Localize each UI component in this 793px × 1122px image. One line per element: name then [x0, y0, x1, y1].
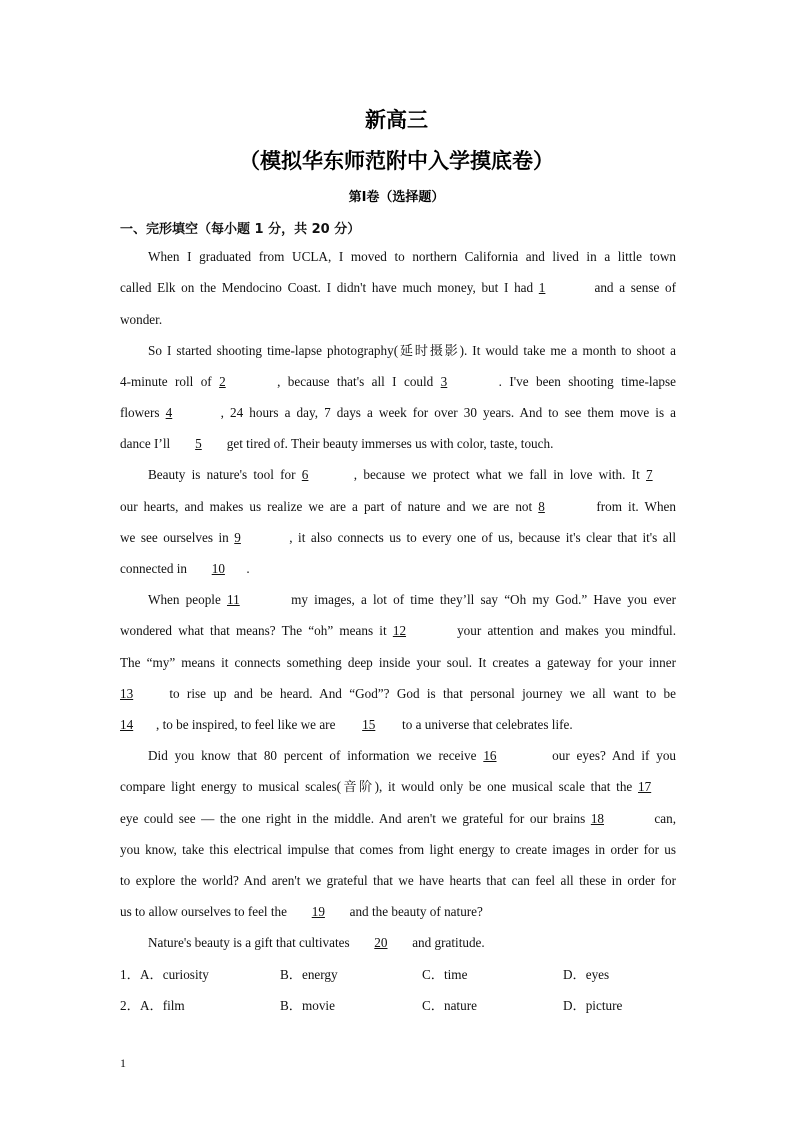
blank-19: 19 [311, 904, 325, 919]
passage-line: to explore the world? And aren't we grateful that we have hearts that can feel all these in order for [120, 873, 676, 888]
blank-3: 3 [440, 374, 448, 389]
passage-line: wondered what that means? The “oh” means it 12 your attention and makes you mindful. [120, 623, 677, 638]
blank-7: 7 [646, 467, 653, 482]
passage-line: 4-minute roll of 2 , because that's all I could 3 . I've been shooting time-lapse [120, 374, 677, 389]
page-subtitle: （模拟华东师范附中入学摸底卷） [239, 149, 554, 173]
passage-line: connected in 10 . [120, 561, 250, 576]
option-a[interactable]: A．film [140, 998, 185, 1013]
blank-8: 8 [538, 499, 545, 514]
blank-5: 5 [195, 436, 202, 451]
passage-line: So I started shooting time-lapse photography(延时摄影). It would take me a month to shoot a [148, 343, 676, 358]
passage-line: called Elk on the Mendocino Coast. I didn't have much money, but I had 1 and a sense of [120, 280, 676, 295]
page-title: 新高三 [365, 108, 428, 132]
option-d[interactable]: D．eyes [563, 967, 610, 982]
passage-line: wonder. [120, 312, 163, 327]
passage-line: 14 , to be inspired, to feel like we are 15 to a universe that celebrates life. [120, 717, 573, 732]
passage-line: Nature's beauty is a gift that cultivates 20 and gratitude. [148, 935, 485, 950]
passage-line: When I graduated from UCLA, I moved to northern California and lived in a little town [148, 249, 676, 264]
blank-20: 20 [374, 935, 388, 950]
blank-6: 6 [301, 467, 309, 482]
option-d[interactable]: D．picture [563, 998, 623, 1013]
section-heading: 一、完形填空（每小题 1 分，共 20 分） [120, 222, 361, 237]
option-b[interactable]: B．energy [280, 967, 338, 982]
blank-11: 11 [226, 592, 240, 607]
blank-12: 12 [392, 623, 407, 638]
question-number: 2． [120, 998, 140, 1013]
passage-line: us to allow ourselves to feel the 19 and the beauty of nature? [120, 904, 483, 919]
blank-1: 1 [538, 280, 546, 295]
blank-17: 17 [638, 779, 652, 794]
blank-14: 14 [120, 717, 134, 732]
passage-line: we see ourselves in 9 , it also connects us to every one of us, because it's clear that it's all [120, 530, 676, 545]
blank-10: 10 [211, 561, 225, 576]
passage-line: The “my” means it connects something deep inside your soul. It creates a gateway for your inner [120, 655, 676, 670]
passage-line: When people 11 my images, a lot of time they’ll say “Oh my God.” Have you ever [148, 592, 677, 607]
passage-line: flowers 4 , 24 hours a day, 7 days a week for over 30 years. And to see them move is a [120, 405, 676, 420]
passage-line: dance I’ll 5 get tired of. Their beauty immerses us with color, taste, touch. [120, 436, 554, 451]
blank-15: 15 [362, 717, 376, 732]
passage-line: Beauty is nature's tool for 6 , because we protect what we fall in love with. It 7 [120, 466, 676, 484]
passage-line: you know, take this electrical impulse that comes from light energy to create images in order for us [120, 842, 676, 857]
option-c[interactable]: C．nature [422, 998, 477, 1013]
option-b[interactable]: B．movie [280, 998, 335, 1013]
question-number: 1． [120, 967, 140, 982]
volume-heading: 第Ⅰ卷（选择题） [348, 190, 445, 205]
blank-4: 4 [165, 405, 173, 420]
blank-18: 18 [590, 811, 605, 826]
passage-line: eye could see — the one right in the middle. And aren't we grateful for our brains 18 can, [120, 811, 676, 826]
blank-9: 9 [234, 530, 241, 545]
passage-line: compare light energy to musical scales(音阶), it would only be one musical scale that the 17 [120, 778, 676, 796]
blank-13: 13 [120, 686, 134, 701]
page-number: 1 [120, 1056, 126, 1070]
blank-2: 2 [219, 374, 226, 389]
option-c[interactable]: C．time [422, 967, 468, 982]
passage-line: 13 to rise up and be heard. And “God”? God is that personal journey we all want to be [120, 686, 677, 701]
option-a[interactable]: A．curiosity [140, 967, 209, 982]
blank-16: 16 [483, 748, 497, 763]
passage-line: our hearts, and makes us realize we are a part of nature and we are not 8 from it. When [120, 499, 676, 514]
passage-line: Did you know that 80 percent of information we receive 16 our eyes? And if you [148, 748, 677, 763]
